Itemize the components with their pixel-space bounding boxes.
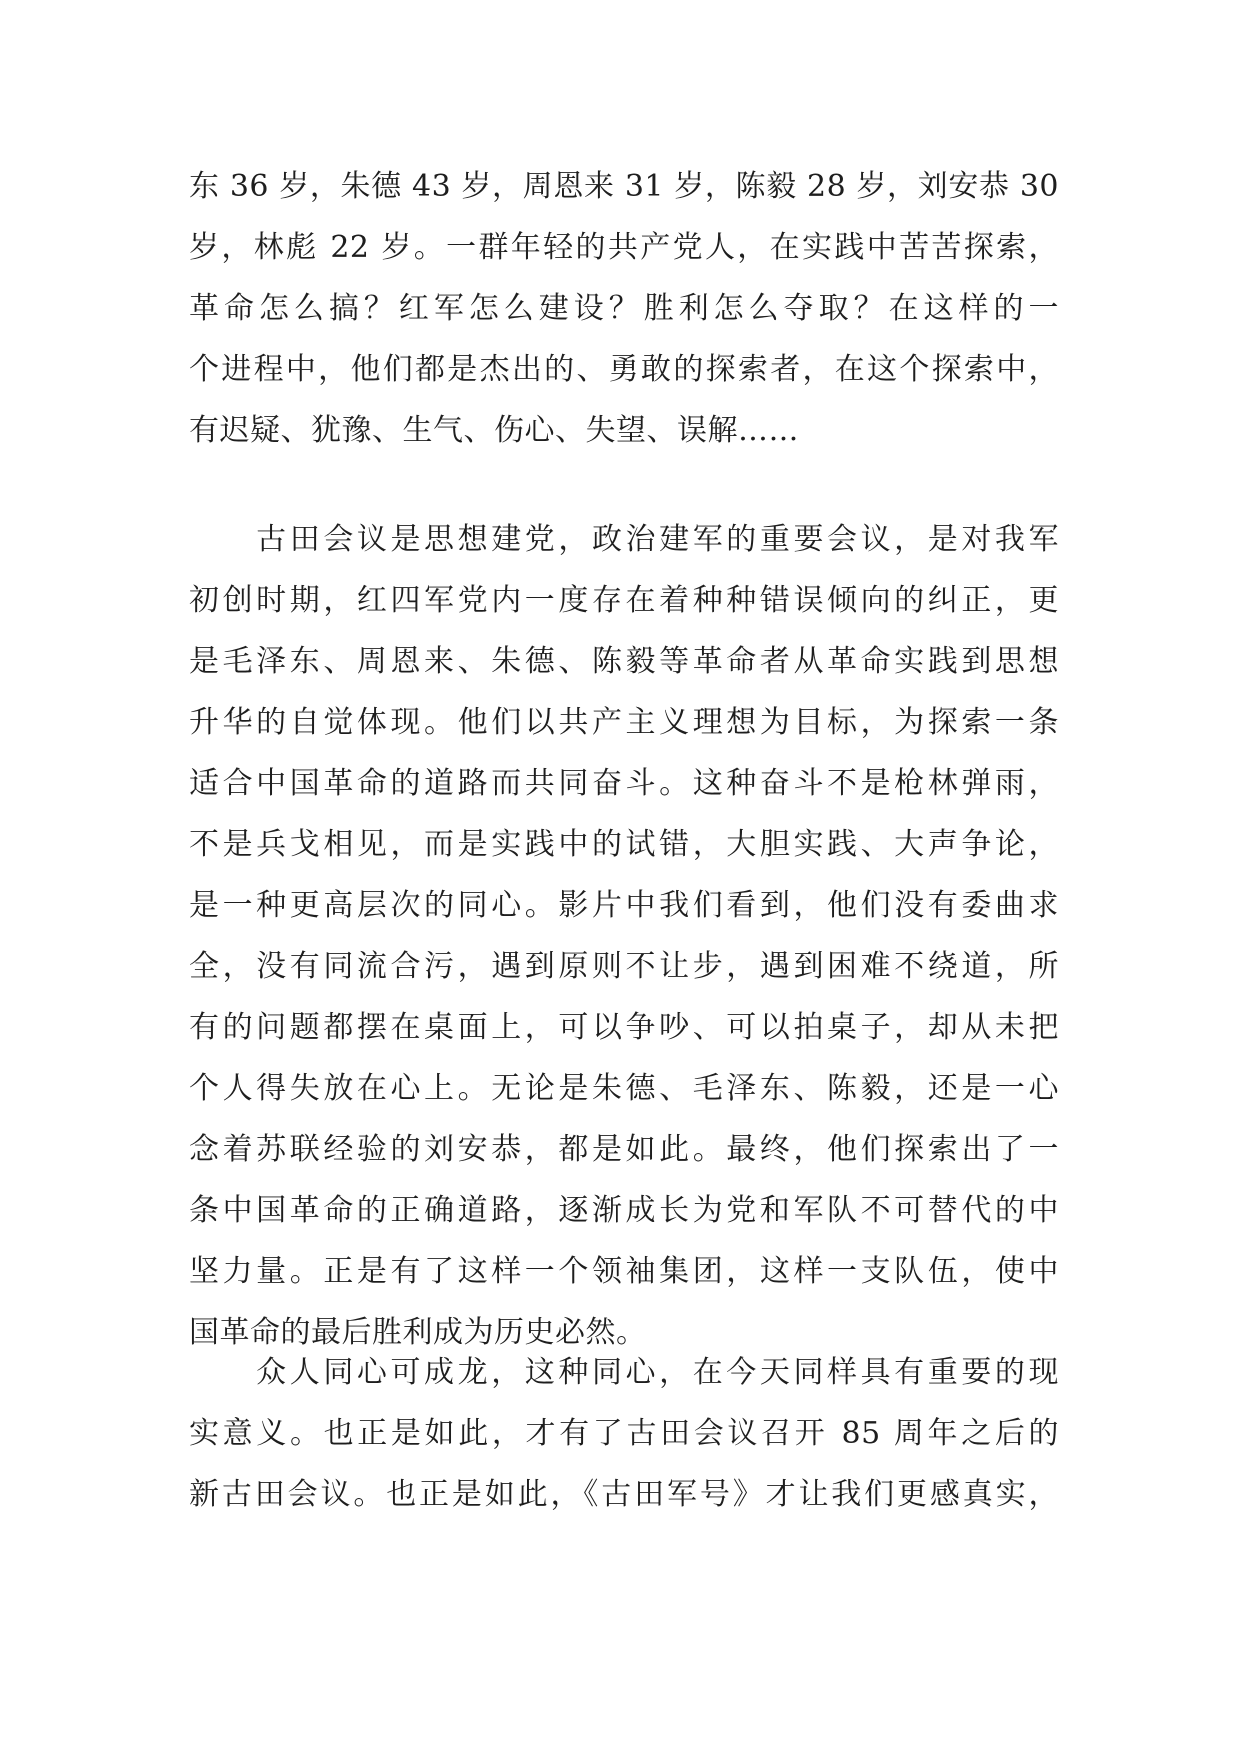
text-line: 升华的自觉体现。他们以共产主义理想为目标，为探索一条	[189, 705, 1059, 740]
paragraph-1	[189, 156, 1059, 461]
text-line: 岁，林彪 22 岁。一群年轻的共产党人，在实践中苦苦探索，	[189, 230, 1059, 265]
text-line: 条中国革命的正确道路，逐渐成长为党和军队不可替代的中	[189, 1193, 1059, 1228]
text-line: 不是兵戈相见，而是实践中的试错，大胆实践、大声争论，	[189, 827, 1059, 862]
text-line: 实意义。也正是如此，才有了古田会议召开 85 周年之后的	[189, 1416, 1059, 1451]
text-line: 新古田会议。也正是如此，《古田军号》才让我们更感真实，	[189, 1477, 1059, 1512]
text-line: 有的问题都摆在桌面上，可以争吵、可以拍桌子，却从未把	[189, 1010, 1059, 1045]
paragraph-2	[189, 509, 1059, 1363]
text-line: 初创时期，红四军党内一度存在着种种错误倾向的纠正，更	[189, 583, 1059, 618]
text-line: 坚力量。正是有了这样一个领袖集团，这样一支队伍，使中	[189, 1254, 1059, 1289]
paragraph-3	[189, 1342, 1059, 1525]
text-line: 有迟疑、犹豫、生气、伤心、失望、误解……	[189, 413, 799, 448]
text-line: 东 36 岁，朱德 43 岁，周恩来 31 岁，陈毅 28 岁，刘安恭 30	[189, 169, 1059, 204]
text-line: 个进程中，他们都是杰出的、勇敢的探索者，在这个探索中，	[189, 352, 1059, 387]
text-line: 是毛泽东、周恩来、朱德、陈毅等革命者从革命实践到思想	[189, 644, 1059, 679]
text-line: 国革命的最后胜利成为历史必然。	[189, 1315, 647, 1350]
text-line: 适合中国革命的道路而共同奋斗。这种奋斗不是枪林弹雨，	[189, 766, 1059, 801]
text-line: 是一种更高层次的同心。影片中我们看到，他们没有委曲求	[189, 888, 1059, 923]
text-line: 古田会议是思想建党，政治建军的重要会议，是对我军	[189, 522, 1059, 557]
text-line: 全，没有同流合污，遇到原则不让步，遇到困难不绕道，所	[189, 949, 1059, 984]
text-line: 众人同心可成龙，这种同心，在今天同样具有重要的现	[189, 1355, 1059, 1390]
text-line: 个人得失放在心上。无论是朱德、毛泽东、陈毅，还是一心	[189, 1071, 1059, 1106]
text-line: 革命怎么搞？红军怎么建设？胜利怎么夺取？在这样的一	[189, 291, 1059, 326]
text-line: 念着苏联经验的刘安恭，都是如此。最终，他们探索出了一	[189, 1132, 1059, 1167]
